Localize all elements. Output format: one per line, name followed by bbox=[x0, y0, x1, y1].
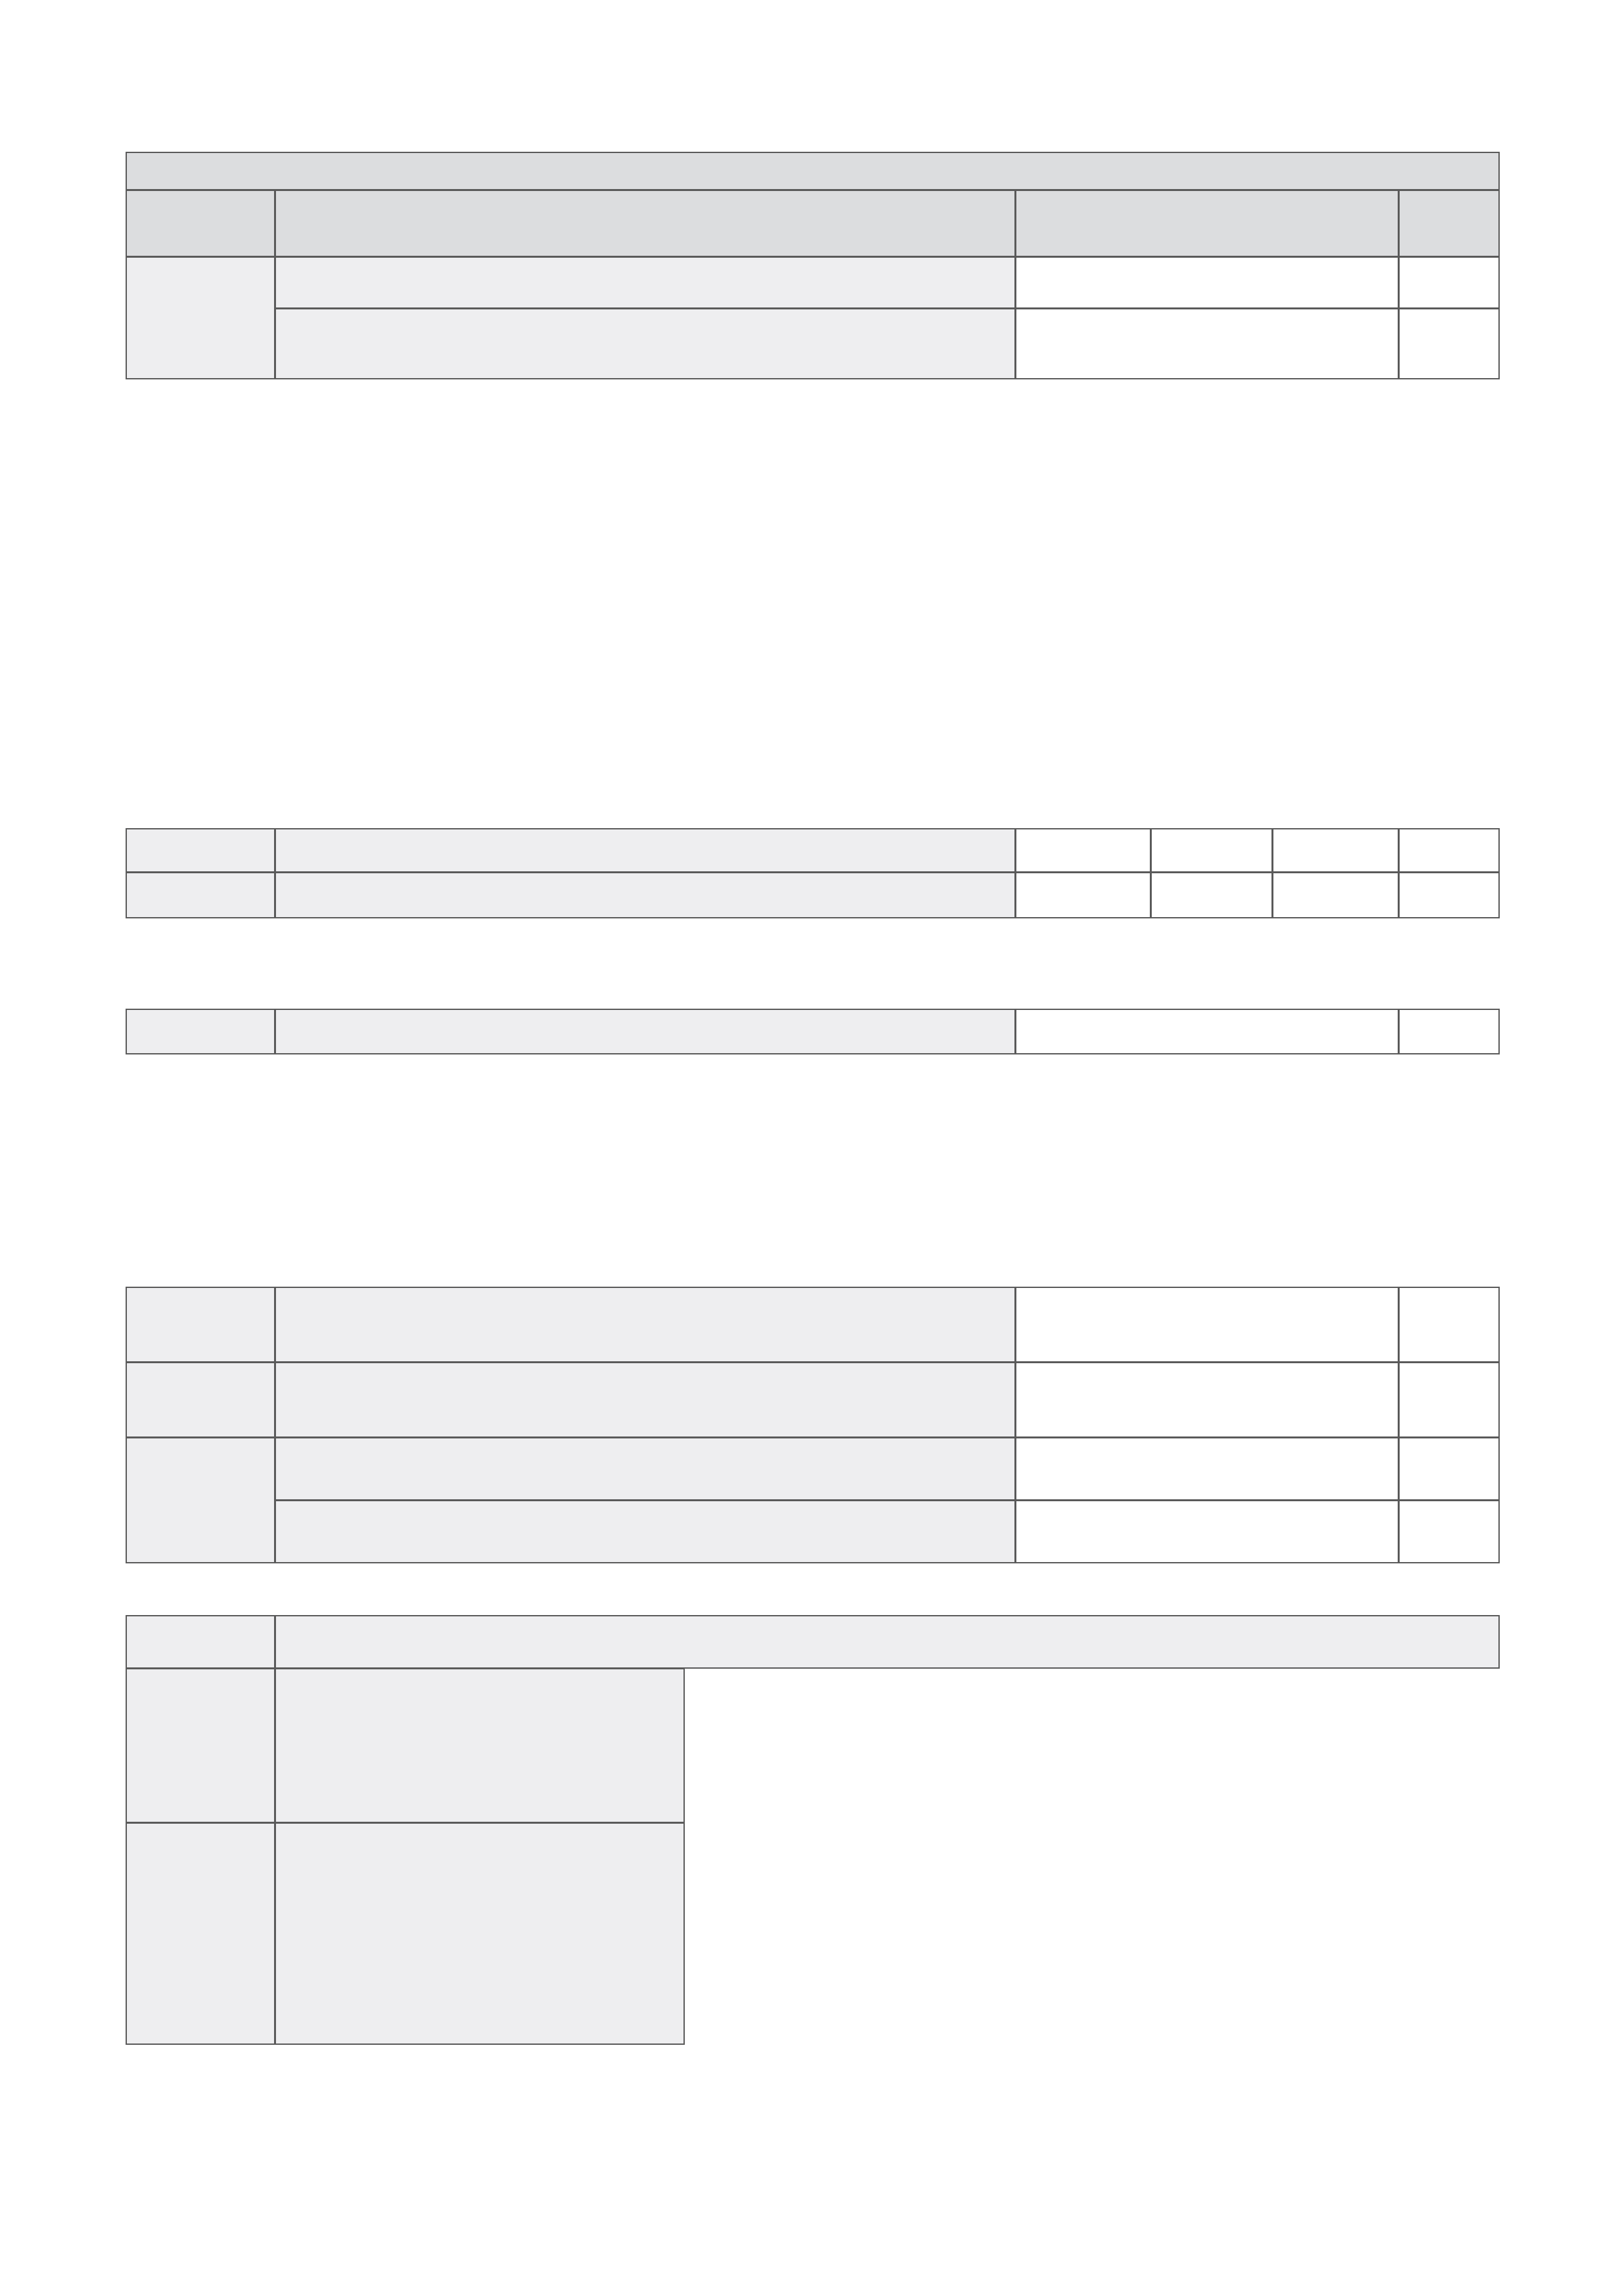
row-21-number bbox=[126, 1287, 275, 1363]
row-11-number bbox=[126, 828, 275, 873]
row-11-value-sep bbox=[1150, 828, 1273, 873]
row-22-value bbox=[1015, 1362, 1399, 1438]
row-11-value-a bbox=[1015, 828, 1151, 873]
row-26-label bbox=[275, 1822, 685, 2045]
row-12-value-sep bbox=[1150, 872, 1273, 918]
table-title bbox=[126, 152, 1500, 190]
row-12-value-b bbox=[1272, 872, 1399, 918]
header-parameter bbox=[275, 190, 1016, 257]
row-23-number bbox=[126, 1437, 275, 1563]
header-value bbox=[1015, 190, 1399, 257]
row-25-parameter bbox=[275, 1615, 1500, 1669]
row-26-number bbox=[126, 1822, 275, 2045]
row-1b-parameter bbox=[275, 308, 1016, 379]
row-22-number bbox=[126, 1362, 275, 1438]
row-1a-value bbox=[1015, 256, 1399, 309]
row-1b-value bbox=[1015, 308, 1399, 379]
row-21-parameter bbox=[275, 1287, 1016, 1363]
row-23b-value bbox=[1015, 1500, 1399, 1563]
row-22-parameter bbox=[275, 1362, 1016, 1438]
row-25-number bbox=[126, 1615, 275, 1669]
row-11-unit bbox=[1398, 828, 1500, 873]
row-21-value bbox=[1015, 1287, 1399, 1363]
row-15-number bbox=[126, 1009, 275, 1054]
row-15-unit bbox=[1398, 1009, 1500, 1054]
row-15-value bbox=[1015, 1009, 1399, 1054]
row-1b-unit bbox=[1398, 308, 1500, 379]
row-23a-unit bbox=[1398, 1437, 1500, 1501]
row-12-unit bbox=[1398, 872, 1500, 918]
row-12-number bbox=[126, 872, 275, 918]
row-23a-value bbox=[1015, 1437, 1399, 1501]
row-1a-unit bbox=[1398, 256, 1500, 309]
row-25-sub-label bbox=[275, 1668, 685, 1823]
header-unit bbox=[1398, 190, 1500, 257]
header-number-cell bbox=[126, 190, 275, 257]
row-23b-unit bbox=[1398, 1500, 1500, 1563]
row-23b-parameter bbox=[275, 1500, 1016, 1563]
row-15-parameter bbox=[275, 1009, 1016, 1054]
row-22-unit bbox=[1398, 1362, 1500, 1438]
row-11-parameter bbox=[275, 828, 1016, 873]
row-12-parameter bbox=[275, 872, 1016, 918]
row-1-number bbox=[126, 256, 275, 379]
row-11-value-b bbox=[1272, 828, 1399, 873]
row-21-unit bbox=[1398, 1287, 1500, 1363]
row-1a-parameter bbox=[275, 256, 1016, 309]
row-12-value-a bbox=[1015, 872, 1151, 918]
row-23a-parameter bbox=[275, 1437, 1016, 1501]
row-25-sub-number bbox=[126, 1668, 275, 1823]
